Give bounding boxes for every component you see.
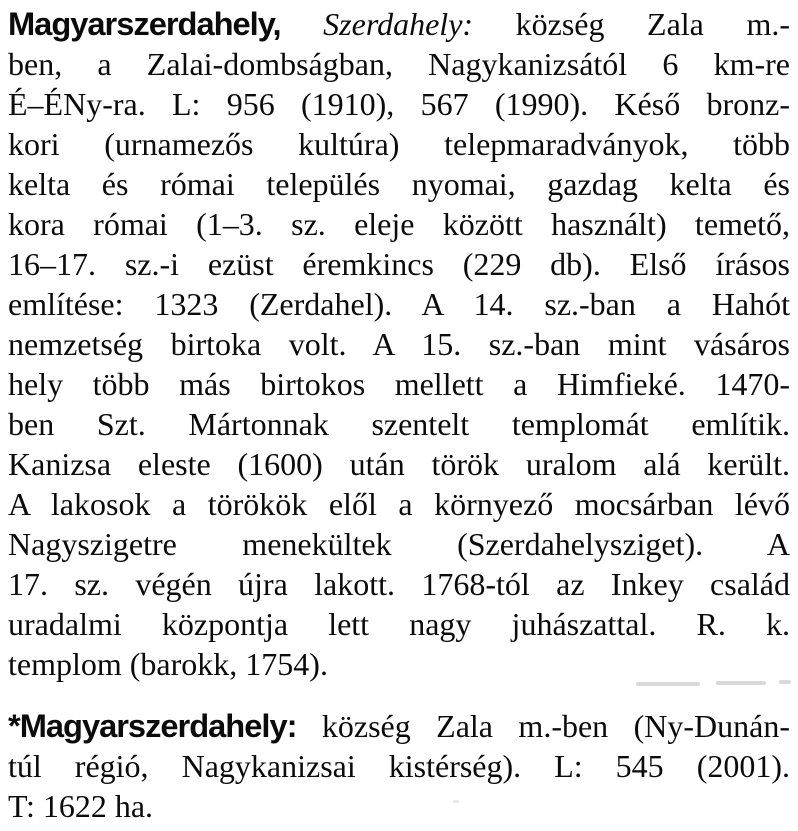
scan-artifact xyxy=(636,682,700,686)
text-line xyxy=(8,244,790,284)
scan-artifact xyxy=(779,680,791,684)
text-segment: 17. sz. végén újra lakott. 1768-tól az Inkey család xyxy=(8,566,790,602)
text-segment: A lakosok a törökök elől a környező mocsárban lévő xyxy=(8,486,790,522)
entry-magyarszerdahely-addendum xyxy=(8,706,790,826)
headword: Magyarszerdahely, xyxy=(8,5,324,42)
text-line xyxy=(8,746,790,786)
scan-artifact xyxy=(716,681,766,685)
text-line xyxy=(8,524,790,564)
text-segment: T: 1622 ha. xyxy=(8,788,154,824)
scan-artifact xyxy=(453,800,459,803)
text-segment: Nagyszigetre menekültek (Szerdahelysziget). A xyxy=(8,526,790,562)
text-line xyxy=(8,786,790,826)
headword: *Magyarszerdahely: xyxy=(8,707,297,744)
text-line xyxy=(8,164,790,204)
text-segment: É–ÉNy-ra. L: 956 (1910), 567 (1990). Késő bronz- xyxy=(8,86,790,122)
text-line xyxy=(8,706,790,746)
text-segment: 16–17. sz.-i ezüst éremkincs (229 db). Első írásos xyxy=(8,246,790,282)
text-segment: uradalmi központja lett nagy juhászattal. R. k. xyxy=(8,606,790,642)
text-line xyxy=(8,444,790,484)
text-segment: kora római (1–3. sz. eleje között használt) temető, xyxy=(8,206,790,242)
text-line xyxy=(8,484,790,524)
text-line xyxy=(8,404,790,444)
text-line xyxy=(8,324,790,364)
text-line xyxy=(8,204,790,244)
text-segment: túl régió, Nagykanizsai kistérség). L: 545 (2001). xyxy=(8,748,790,784)
text-line xyxy=(8,124,790,164)
text-line xyxy=(8,364,790,404)
text-line xyxy=(8,564,790,604)
variant-name: Szerdahely: xyxy=(323,6,474,42)
text-segment: nemzetség birtoka volt. A 15. sz.-ban mint vásáros xyxy=(8,326,790,362)
text-line xyxy=(8,604,790,644)
text-segment: Kanizsa eleste (1600) után török uralom alá került. xyxy=(8,446,790,482)
text-segment: említése: 1323 (Zerdahel). A 14. sz.-ban a Hahót xyxy=(8,286,790,322)
text-line xyxy=(8,44,790,84)
text-line xyxy=(8,84,790,124)
text-segment: kelta és római település nyomai, gazdag kelta és xyxy=(8,166,790,202)
text-line xyxy=(8,4,790,44)
entry-magyarszerdahely-historical xyxy=(8,4,790,684)
text-line xyxy=(8,644,790,684)
text-segment: hely több más birtokos mellett a Himfieké. 1470- xyxy=(8,366,790,402)
text-line xyxy=(8,284,790,324)
text-segment: község Zala m.- xyxy=(473,6,790,42)
text-segment: ben, a Zalai-dombságban, Nagykanizsától 6 km-re xyxy=(8,46,790,82)
text-segment: kori (urnamezős kultúra) telepmaradványok, több xyxy=(8,126,790,162)
text-segment: ben Szt. Mártonnak szentelt templomát említik. xyxy=(8,406,790,442)
text-segment: község Zala m.-ben (Ny-Dunán- xyxy=(296,708,790,744)
text-segment: templom (barokk, 1754). xyxy=(8,646,328,682)
